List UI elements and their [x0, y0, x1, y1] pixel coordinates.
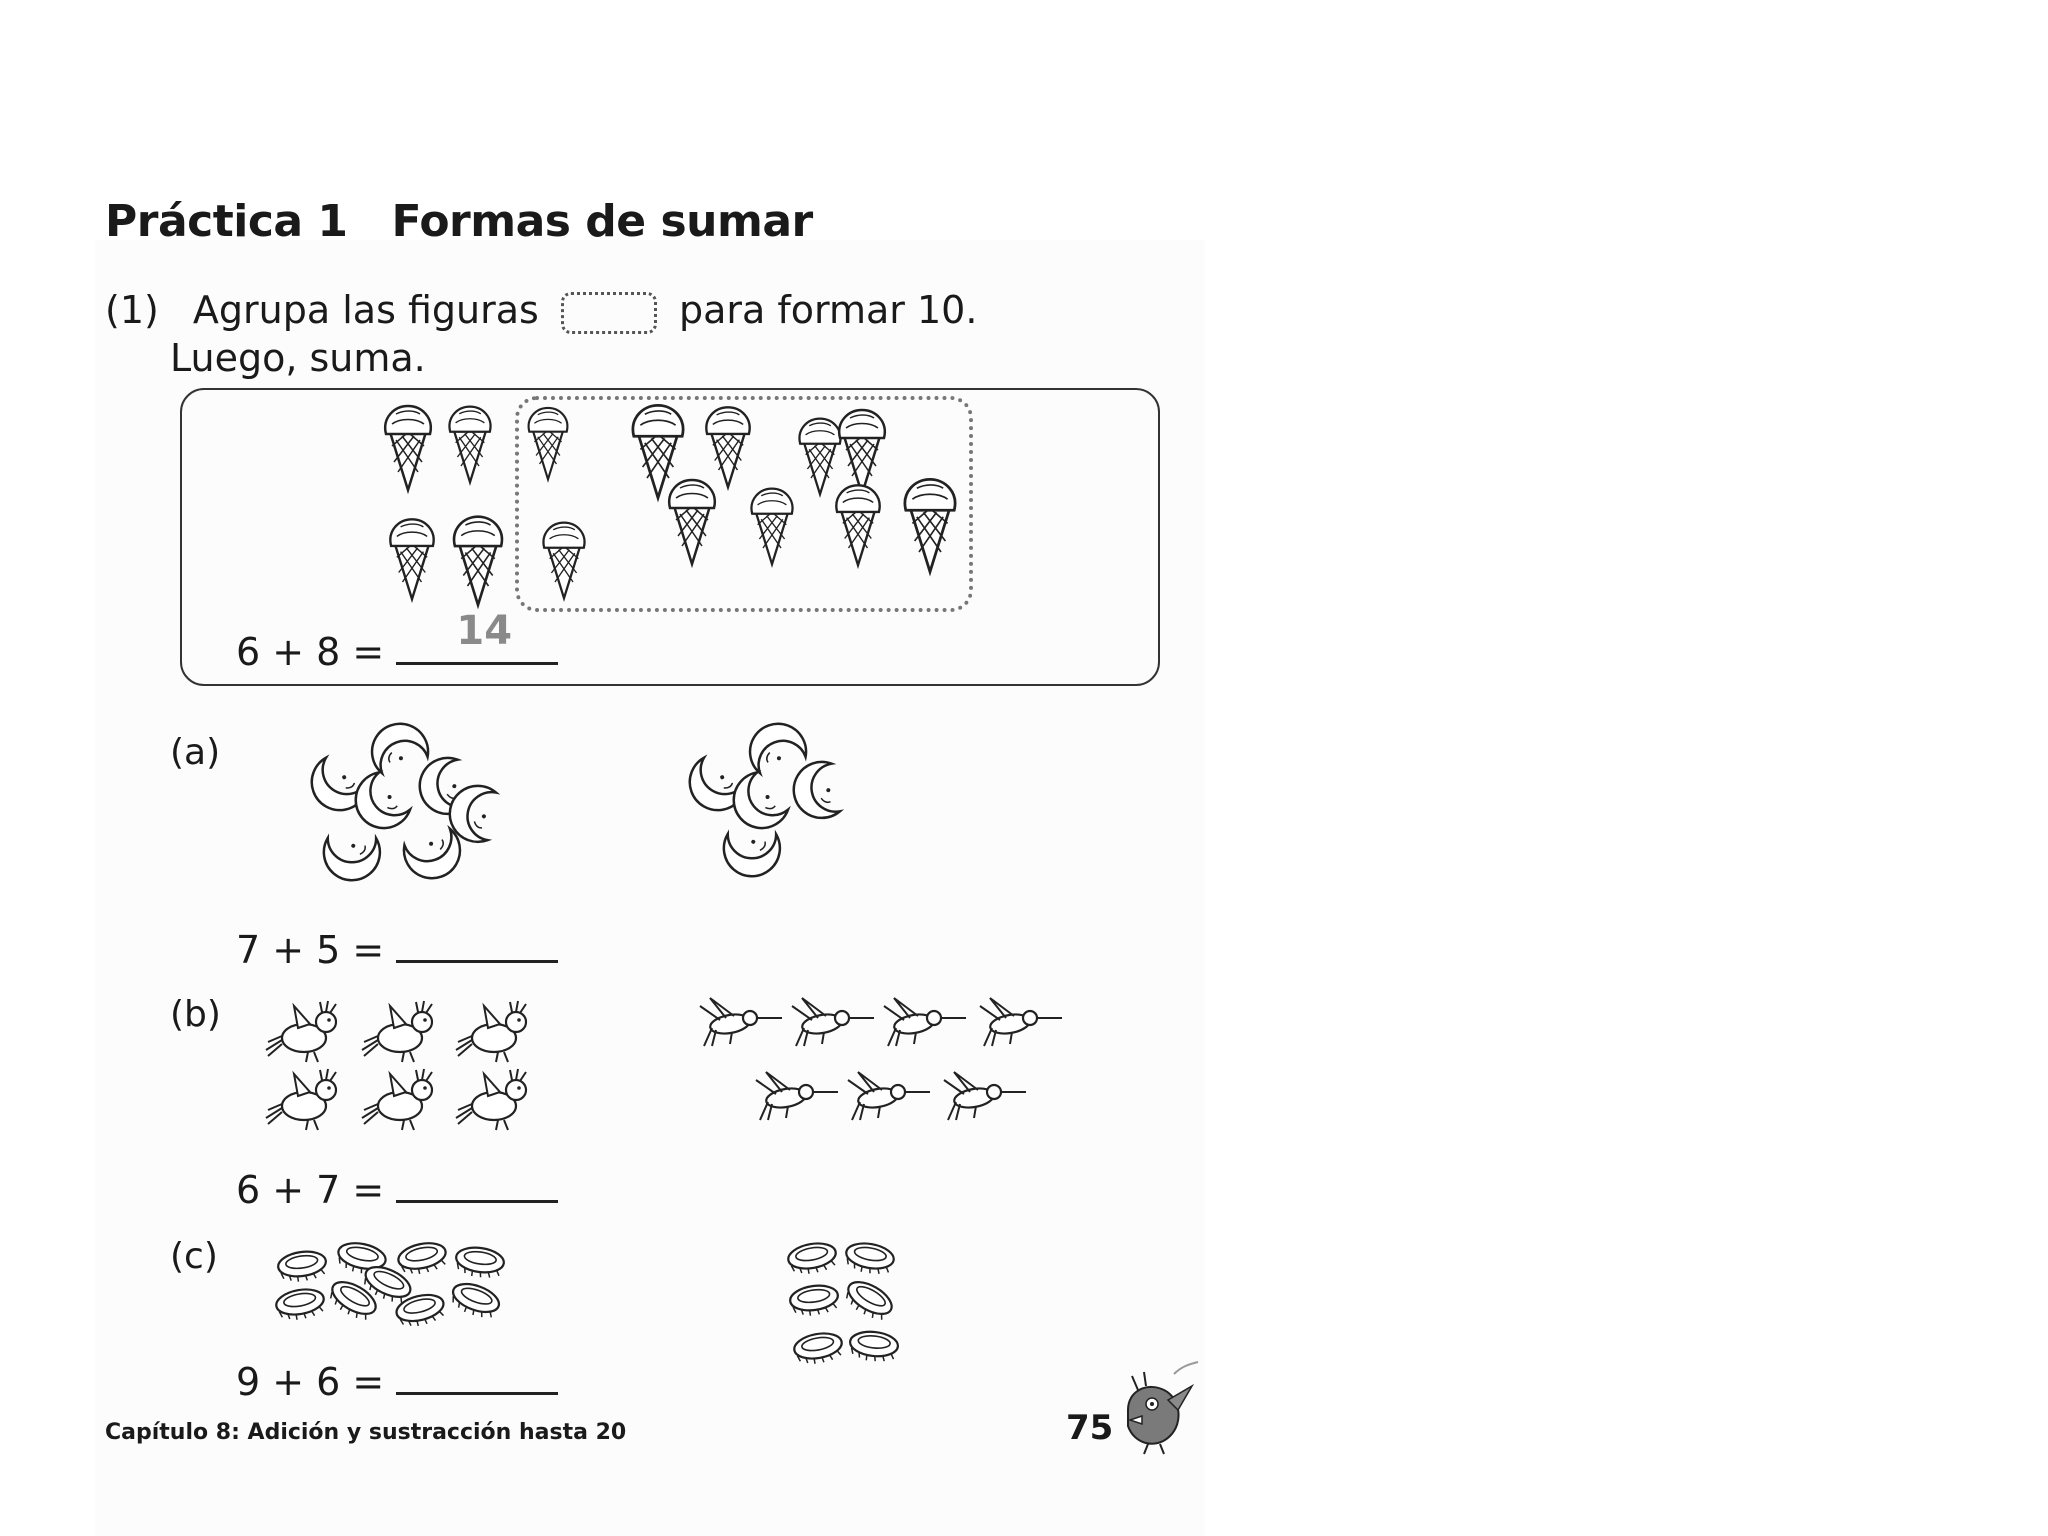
bottle-cap-icon: [396, 1239, 449, 1277]
bottle-cap-icon: [448, 1279, 503, 1323]
exercise-b-equation: 6 + 7 =: [236, 1168, 385, 1212]
bottle-cap-icon: [277, 1249, 329, 1284]
exercise-c-equation-row: [236, 1360, 558, 1404]
exercise-a-equation: 7 + 5 =: [236, 928, 385, 972]
bottle-cap-icon: [789, 1283, 841, 1318]
bottle-cap-icon: [848, 1330, 899, 1364]
bottle-cap-icon: [454, 1245, 506, 1280]
chapter-footer: Capítulo 8: Adición y sustracción hasta 20: [105, 1420, 627, 1445]
example-equation: 6 + 8 =: [236, 630, 385, 674]
topic-label: Formas de sumar: [391, 196, 813, 247]
bottle-cap-icon: [843, 1240, 895, 1277]
page-number: 75: [1066, 1408, 1114, 1448]
instruction-number: (1): [105, 288, 159, 332]
exercise-a-label: (a): [170, 732, 221, 773]
exercise-c-equation: 9 + 6 =: [236, 1360, 385, 1404]
instruction-text-a: Agrupa las figuras: [192, 288, 539, 332]
bottle-cap-icon: [792, 1330, 844, 1367]
example-answer: 14: [456, 608, 513, 654]
bottle-cap-icon: [841, 1276, 897, 1325]
instruction-line-2: Luego, suma.: [170, 336, 426, 380]
practice-label: Práctica 1: [105, 196, 348, 247]
exercise-b-label: (b): [170, 994, 221, 1035]
exercise-c-label: (c): [170, 1236, 218, 1277]
instruction-text-b: para formar 10.: [679, 288, 978, 332]
bottle-cap-icon: [786, 1240, 838, 1277]
exercise-c-answer-line[interactable]: [396, 1362, 558, 1395]
mascot-bird-icon: [1108, 1360, 1200, 1456]
bottle-cap-icon: [274, 1286, 326, 1323]
